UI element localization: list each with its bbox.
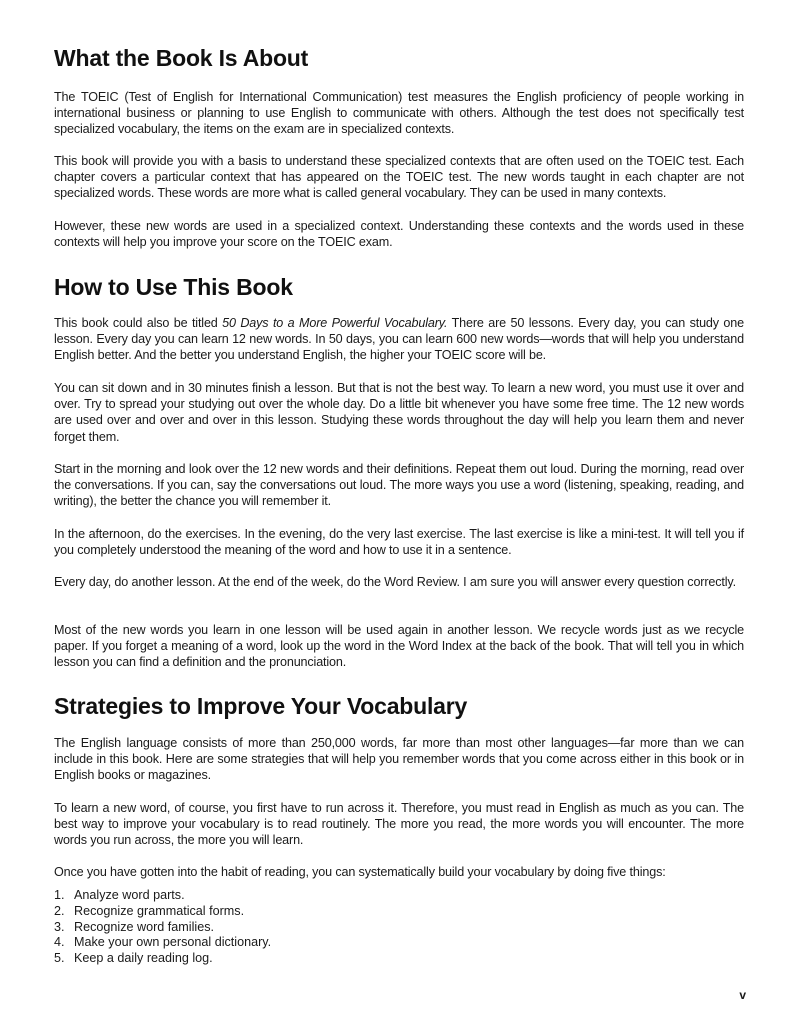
section-heading-strategies: Strategies to Improve Your Vocabulary (54, 693, 468, 719)
paragraph: The English language consists of more than 250,000 words, far more than most other languages—far more than we can include in this book. Here are some strategies that will help you remember words that you come across either in this book or in English books or magazines. (54, 736, 744, 783)
paragraph-intro (54, 315, 744, 364)
paragraph: Every day, do another lesson. At the end of the week, do the Word Review. I am sure you will answer every question correctly. (54, 575, 736, 589)
list-item (54, 888, 744, 904)
paragraph: Start in the morning and look over the 12 new words and their definitions. Repeat them out loud. During the morning, read over the conversations. If you can, say the conversations out loud. The more ways you use a word (listening, speaking, reading, and writing), the better the chance you will remember it. (54, 462, 744, 509)
section-heading-about: What the Book Is About (54, 45, 309, 71)
list-text: Analyze word parts. (74, 888, 185, 902)
paragraph: However, these new words are used in a specialized context. Understanding these contexts and the words used in these contexts will help you improve your score on the TOEIC exam. (54, 219, 744, 250)
paragraph: To learn a new word, of course, you first have to run across it. Therefore, you must read in English as much as you can. The best way to improve your vocabulary is to read routinely. The more you read, the more words you will encounter. The more words you run across, the more you will learn. (54, 801, 744, 848)
paragraph: In the afternoon, do the exercises. In the evening, do the very last exercise. The last exercise is like a mini-test. It will tell you if you completely understood the meaning of the word and how to use it in a sentence. (54, 527, 744, 558)
list-number: 1. (54, 888, 65, 902)
paragraph: You can sit down and in 30 minutes finish a lesson. But that is not the best way. To learn a new word, you must use it over and over. Try to spread your studying out over the whole day. Do a little bit whenever you have some free time. The 12 new words are used over and over and over in this lesson. Studying these words throughout the day will help you learn them and never forget them. (54, 381, 744, 444)
list-item (54, 951, 744, 967)
paragraph: This book will provide you with a basis to understand these specialized contexts that are often used on the TOEIC test. Each chapter covers a particular context that has appeared on the TOEIC test. The new words taught in each chapter are not specialized words. These words are more what is called general vocabulary. They can be used in many contexts. (54, 154, 744, 201)
paragraph: Once you have gotten into the habit of reading, you can systematically build your vocabulary by doing five things: (54, 865, 666, 879)
list-number: 3. (54, 919, 65, 934)
paragraph: Most of the new words you learn in one lesson will be used again in another lesson. We recycle words just as we recycle paper. If you forget a meaning of a word, look up the word in the Word Index at the back of the book. That will tell you in which lesson you can find a definition and the pronunciation. (54, 623, 744, 670)
page-number: v (739, 988, 746, 1002)
list-text: Keep a daily reading log. (74, 951, 213, 966)
list-number: 5. (54, 951, 65, 966)
list-item (54, 935, 744, 951)
list-number: 4. (54, 935, 65, 950)
strategies-list (54, 888, 744, 967)
intro-text-after: There are 50 lessons. Every day, you can study one lesson. Every day you can learn 12 new words. In 50 days, you can learn 600 new words—words that will help you understand English better. And the better you understand English, the higher your TOEIC score will be. (54, 316, 744, 363)
list-number: 2. (54, 903, 65, 918)
list-text: Make your own personal dictionary. (74, 935, 272, 950)
section-heading-how-to-use: How to Use This Book (54, 274, 293, 300)
book-alt-title: 50 Days to a More Powerful Vocabulary. (222, 316, 448, 330)
list-item (54, 920, 744, 936)
intro-text-before: This book could also be titled (54, 316, 223, 330)
list-text: Recognize word families. (74, 919, 214, 934)
list-item (54, 904, 744, 920)
paragraph: The TOEIC (Test of English for International Communication) test measures the English proficiency of people working in international business or planning to use English to communicate with others. Although the test does not specifically test specialized vocabulary, the items on the exam are in specialized contexts. (54, 90, 744, 137)
list-text: Recognize grammatical forms. (74, 903, 245, 918)
